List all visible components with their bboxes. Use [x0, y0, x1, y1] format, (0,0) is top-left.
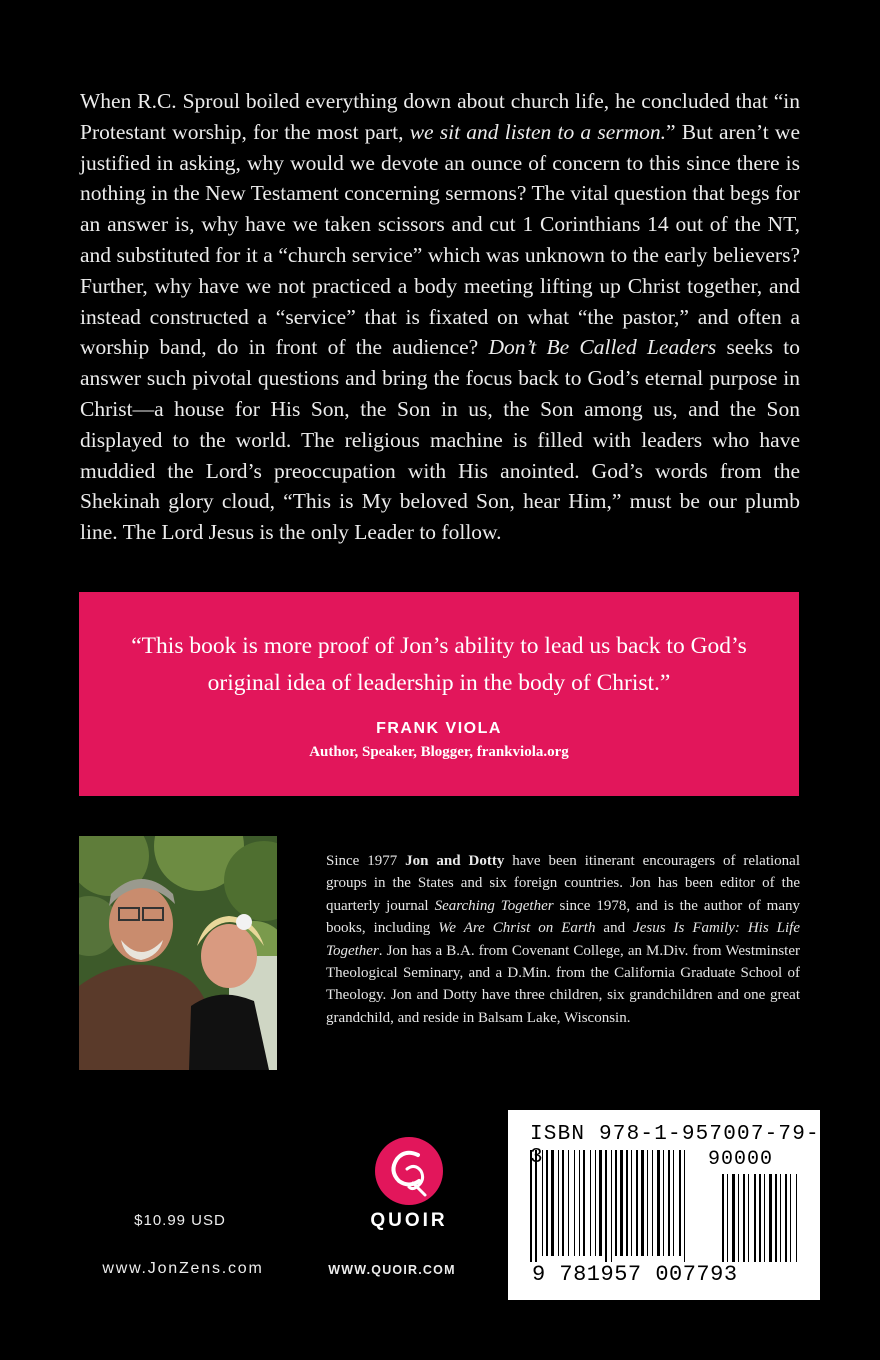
addon-bar [764, 1174, 765, 1262]
bio-run-normal: Since 1977 [326, 853, 406, 869]
description-paragraph [80, 86, 800, 548]
addon-bar [780, 1174, 781, 1262]
author-photo [79, 836, 277, 1070]
addon-bar [732, 1174, 735, 1262]
bio-run-italic: Searching Together [434, 897, 554, 914]
publisher-name: QUOIR [370, 1210, 448, 1231]
bio-run-normal: since 1978, and is the author of many books, including [326, 897, 800, 937]
addon-bar [769, 1174, 772, 1262]
addon-bar [775, 1174, 777, 1262]
isbn-barcode [508, 1110, 820, 1300]
addon-bar [722, 1174, 724, 1262]
price-label: $10.99 USD [134, 1212, 226, 1229]
bio-run-normal: . Jon has a B.A. from Covenant College, an M.Div. from Westminster Theological Seminary, and a D.Min. from the California Graduate School of Theology. Jon and Dotty have three children, six grandchildren and one great grandchild, and reside in Balsam Lake, Wisconsin. [326, 942, 800, 1026]
isbn-label: ISBN 978-1-957007-79-3 [530, 1123, 820, 1169]
bio-run-normal: have been itinerant encouragers of relational groups in the States and six foreign countries. Jon has been editor of the quarterly journal [326, 853, 800, 914]
addon-bar [790, 1174, 791, 1262]
quoir-logo-icon [363, 1125, 455, 1217]
bio-run-italic: Jesus Is Family: His Life Together [326, 920, 800, 959]
addon-bar [754, 1174, 756, 1262]
endorser-name: FRANK VIOLA [376, 720, 502, 737]
description-run: When R.C. Sproul boiled everything down about church life, he concluded that “in Protestant worship, for the most part, [80, 89, 800, 144]
author-website: www.JonZens.com [102, 1260, 264, 1277]
addon-bar [738, 1174, 739, 1262]
author-bio [326, 850, 800, 1029]
author-photo-image [79, 836, 277, 1070]
bio-run-normal: and [595, 920, 634, 937]
publisher-website: WWW.QUOIR.COM [328, 1263, 456, 1277]
book-description [80, 86, 800, 548]
description-italic-run: Don’t Be Called Leaders [488, 335, 717, 360]
description-run: ” But aren’t we justified in asking, why would we devote an ounce of concern to this since there is nothing in the New Testament concerning sermons? The vital question that begs for an answer is, why have we taken scissors and cut 1 Corinthians 14 out of the NT, and substituted for it a “church service” which was unknown to the early believers? Further, why have we not practiced a body meeting lifting up Christ together, and instead constructed a “service” that is fixated on what “the pastor,” and often a worship band, do in front of the audience? [80, 119, 801, 360]
addon-bar [785, 1174, 787, 1262]
addon-bar [743, 1174, 745, 1262]
description-run: seeks to answer such pivotal questions and bring the focus back to God’s eternal purpose in Christ—a house for His Son, the Son in us, the Son among us, and the Son displayed to the world. The religious machine is filled with leaders who have muddied the Lord’s preoccupation with His anointed. God’s words from the Shekinah glory cloud, “This is My beloved Son, hear Him,” must be our plumb line. The Lord Jesus is the only Leader to follow. [80, 335, 800, 545]
addon-bar [796, 1174, 797, 1262]
price-addon-code: 90000 [708, 1148, 774, 1171]
addon-bar [727, 1174, 728, 1262]
endorser-role: Author, Speaker, Blogger, frankviola.org [309, 744, 569, 760]
ean-digits: 9 781957 007793 [532, 1262, 738, 1287]
endorsement-box [79, 592, 799, 796]
endorsement-quote: “This book is more proof of Jon’s ability to lead us back to God’s original idea of leadership in the body of Christ.” [131, 633, 747, 696]
addon-bar [759, 1174, 761, 1262]
bio-run-italic: We Are Christ on Earth [438, 920, 596, 937]
addon-bar [748, 1174, 749, 1262]
description-italic-run: we sit and listen to a sermon. [409, 119, 667, 144]
bio-run-bold: Jon and Dotty [405, 853, 505, 869]
